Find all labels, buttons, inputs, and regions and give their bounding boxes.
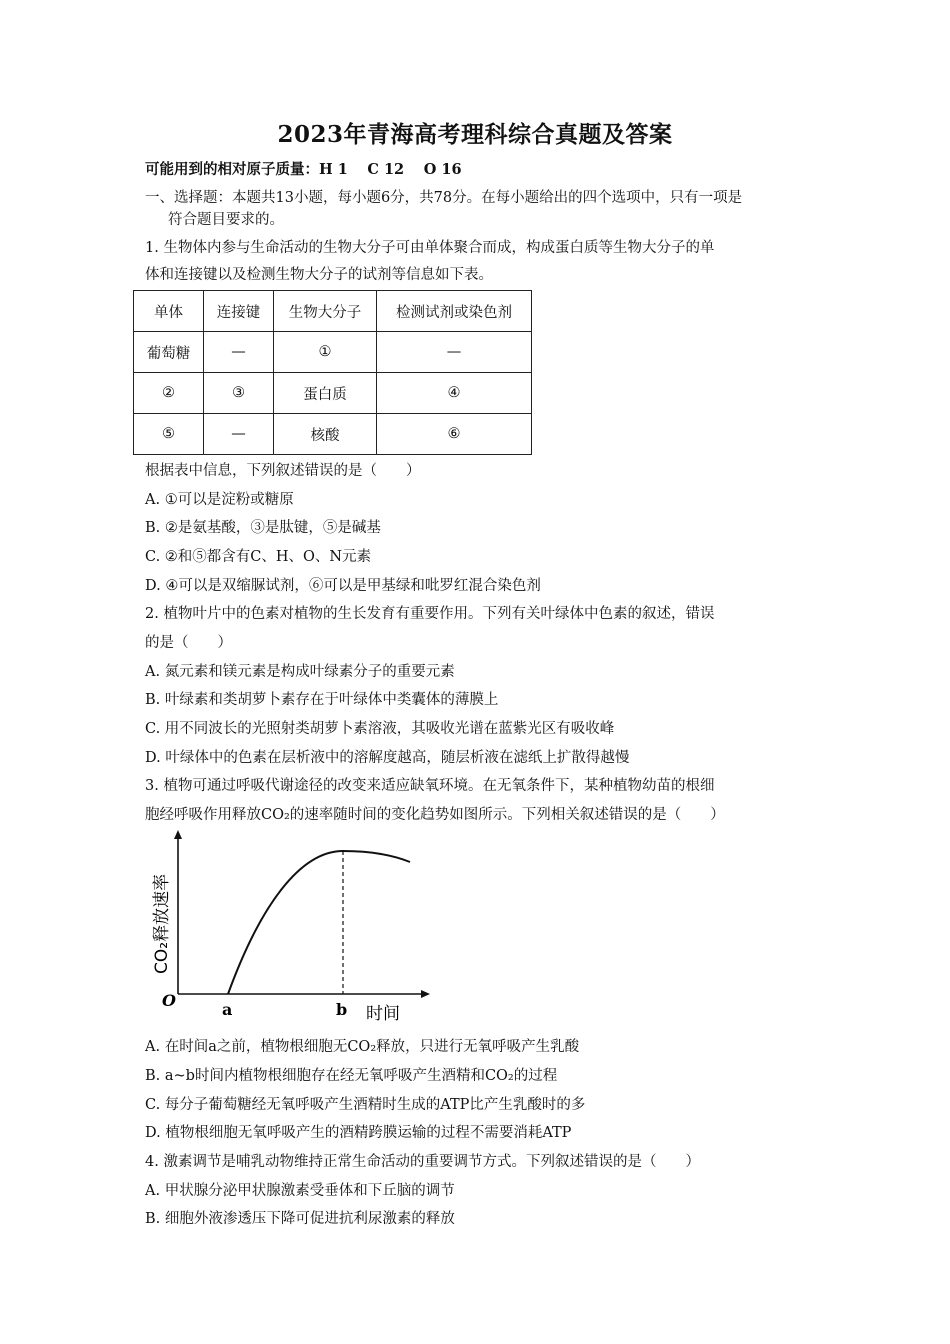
table-row	[134, 414, 532, 455]
table-header-cell: 单体	[134, 291, 204, 332]
table-row	[134, 332, 532, 373]
atomic-masses: 可能用到的相对原子质量：H 1 C 12 O 16	[145, 161, 462, 178]
q3-option-b: B. a~b时间内植物根细胞存在经无氧呼吸产生酒精和CO₂的过程	[145, 1068, 558, 1084]
rate-curve	[228, 851, 410, 994]
q3-figure	[150, 826, 440, 1026]
table-header-cell: 连接键	[204, 291, 274, 332]
table-header-cell: 生物大分子	[274, 291, 377, 332]
table-header-cell: 检测试剂或染色剂	[377, 291, 532, 332]
table-cell: —	[204, 332, 274, 373]
q3-stem-cont: 胞经呼吸作用释放CO₂的速率随时间的变化趋势如图所示。下列相关叙述错误的是（ ）	[145, 807, 725, 823]
q2-stem-cont: 的是（ ）	[145, 635, 232, 651]
x-axis-label: 时间	[366, 1004, 400, 1024]
q2-option-b: B. 叶绿素和类胡萝卜素存在于叶绿体中类囊体的薄膜上	[145, 692, 499, 708]
q1-question: 根据表中信息，下列叙述错误的是（ ）	[145, 463, 421, 479]
q1-option-d: D. ④可以是双缩脲试剂，⑥可以是甲基绿和吡罗红混合染色剂	[145, 578, 541, 594]
mark-a-label: a	[222, 1000, 233, 1019]
q4-option-b: B. 细胞外液渗透压下降可促进抗利尿激素的释放	[145, 1211, 455, 1227]
q1-option-c: C. ②和⑤都含有C、H、O、N元素	[145, 549, 372, 565]
q2-stem: 2. 植物叶片中的色素对植物的生长发育有重要作用。下列有关叶绿体中色素的叙述，错误	[145, 606, 715, 622]
section-header: 一、选择题：本题共13小题，每小题6分，共78分。在每小题给出的四个选项中，只有一项是	[145, 190, 743, 206]
q4-stem: 4. 激素调节是哺乳动物维持正常生命活动的重要调节方式。下列叙述错误的是（ ）	[145, 1154, 700, 1170]
page-title: 2023年青海高考理科综合真题及答案	[277, 121, 673, 148]
table-cell: ④	[377, 373, 532, 414]
q1-option-a: A. ①可以是淀粉或糖原	[145, 492, 294, 508]
q1-option-b: B. ②是氨基酸，③是肽键，⑤是碱基	[145, 520, 381, 536]
q3-option-c: C. 每分子葡萄糖经无氧呼吸产生酒精时生成的ATP比产生乳酸时的多	[145, 1097, 586, 1113]
table-header-row	[134, 291, 532, 332]
table-cell: ③	[204, 373, 274, 414]
y-axis-label: CO₂释放速率	[152, 873, 172, 974]
q1-table	[133, 290, 532, 455]
table-cell: ⑥	[377, 414, 532, 455]
q2-option-a: A. 氮元素和镁元素是构成叶绿素分子的重要元素	[145, 664, 455, 680]
co2-rate-graph	[150, 826, 440, 1026]
q3-option-a: A. 在时间a之前，植物根细胞无CO₂释放，只进行无氧呼吸产生乳酸	[145, 1039, 580, 1055]
q4-option-a: A. 甲状腺分泌甲状腺激素受垂体和下丘脑的调节	[145, 1183, 455, 1199]
q1-stem-cont: 体和连接键以及检测生物大分子的试剂等信息如下表。	[145, 267, 493, 283]
q3-option-d: D. 植物根细胞无氧呼吸产生的酒精跨膜运输的过程不需要消耗ATP	[145, 1125, 572, 1141]
section-header-cont: 符合题目要求的。	[168, 212, 284, 228]
q1-stem: 1. 生物体内参与生命活动的生物大分子可由单体聚合而成，构成蛋白质等生物大分子的单	[145, 240, 715, 256]
table-cell: 蛋白质	[274, 373, 377, 414]
q2-option-c: C. 用不同波长的光照射类胡萝卜素溶液，其吸收光谱在蓝紫光区有吸收峰	[145, 721, 615, 737]
table-cell: —	[204, 414, 274, 455]
table-cell: 核酸	[274, 414, 377, 455]
origin-label: O	[162, 991, 176, 1010]
table-cell: 葡萄糖	[134, 332, 204, 373]
mark-b-label: b	[336, 1000, 348, 1019]
table-row	[134, 373, 532, 414]
table-cell: ⑤	[134, 414, 204, 455]
table-cell: ①	[274, 332, 377, 373]
q3-stem: 3. 植物可通过呼吸代谢途径的改变来适应缺氧环境。在无氧条件下，某种植物幼苗的根细	[145, 778, 715, 794]
table-cell: ②	[134, 373, 204, 414]
table-cell: —	[377, 332, 532, 373]
q2-option-d: D. 叶绿体中的色素在层析液中的溶解度越高，随层析液在滤纸上扩散得越慢	[145, 750, 630, 766]
